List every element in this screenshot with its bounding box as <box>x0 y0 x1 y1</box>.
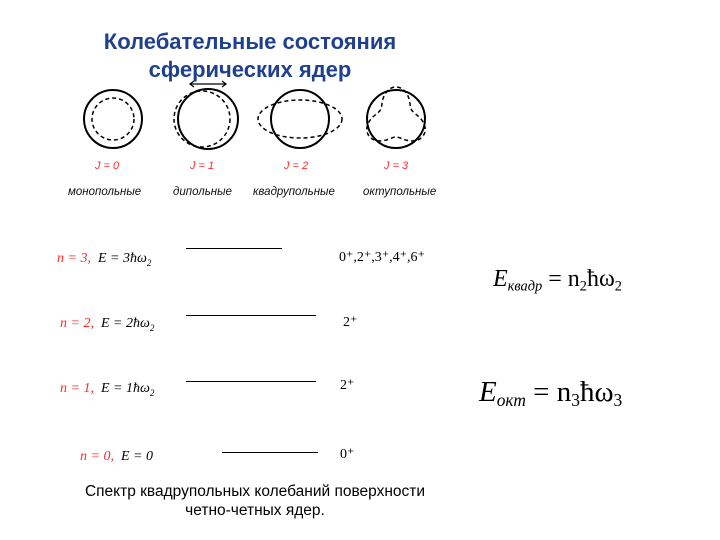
octupole-deformation <box>367 87 425 141</box>
type-dipole: дипольные <box>173 186 232 198</box>
formula-octupole: $E_{окт}$ = $n_3ħ\omega_3$ <box>479 376 623 411</box>
label-j0: J = 0 <box>95 160 120 172</box>
energy-level-n2 <box>186 315 316 316</box>
type-monopole: монопольные <box>68 186 142 198</box>
quadrupole-shape <box>258 90 342 148</box>
spins-n2: 2⁺ <box>343 315 358 330</box>
type-octupole: октупольные <box>363 186 437 198</box>
level-label-n0: n = 0, E = 0 <box>80 449 153 464</box>
energy-level-n0 <box>222 452 318 453</box>
level-label-n3: n = 3, $E = 3ħ\omega_2$ <box>57 251 152 268</box>
spins-n0: 0⁺ <box>340 447 355 462</box>
label-j3: J = 3 <box>384 160 409 172</box>
spins-n3: 0⁺,2⁺,3⁺,4⁺,6⁺ <box>339 250 425 265</box>
energy-level-n3 <box>186 248 282 249</box>
level-label-n2: n = 2, $E = 2ħ\omega_2$ <box>60 316 155 333</box>
monopole-shape <box>84 90 142 148</box>
dipole-shape <box>174 81 238 149</box>
energy-level-n1 <box>186 381 316 382</box>
label-j1: J = 1 <box>190 160 215 172</box>
formula-quadrupole: $E_{квадр}$ = $n_2ħ\omega_2$ <box>493 266 622 295</box>
title-line-1: Колебательные состояния <box>103 29 397 54</box>
figure-caption <box>40 482 470 520</box>
spins-n1: 2⁺ <box>340 378 355 393</box>
label-j2: J = 2 <box>284 160 309 172</box>
title-line-2: сферических ядер <box>148 57 352 82</box>
octupole-shape <box>367 87 425 148</box>
caption-line-1: Спектр квадрупольных колебаний поверхности <box>84 483 426 500</box>
type-quadrupole: квадрупольные <box>253 186 335 198</box>
level-label-n1: n = 1, $E = 1ħ\omega_2$ <box>60 381 155 398</box>
caption-line-2: четно-четных ядер. <box>185 502 325 519</box>
